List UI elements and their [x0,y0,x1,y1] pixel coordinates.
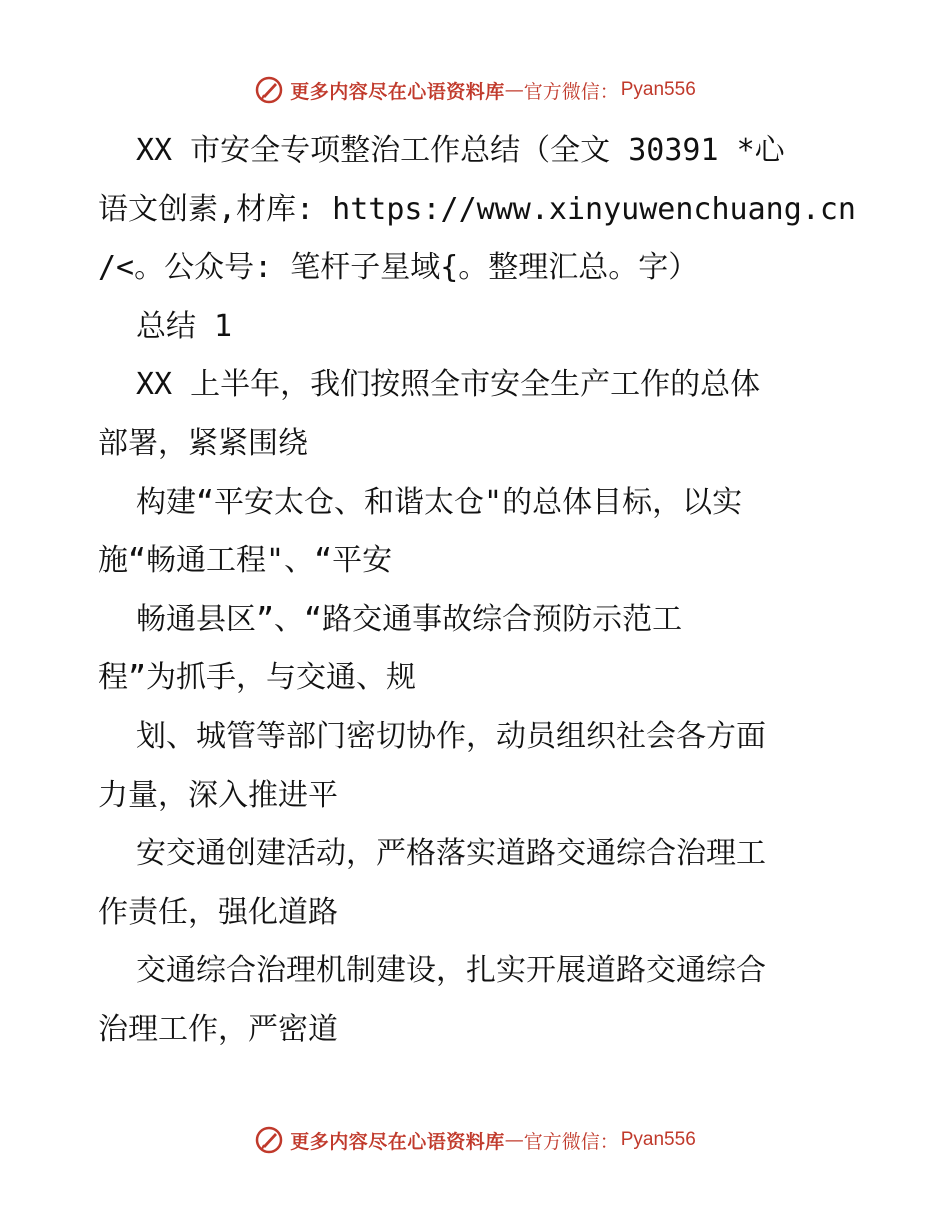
banner-wechat-label: 官方微信： [523,1130,619,1153]
banner-wechat-id: Pyan556 [620,1129,696,1150]
quill-logo-icon [254,75,284,105]
quill-logo-icon [254,1125,284,1155]
document-line: 畅通县区”、“路交通事故综合预防示范工 [136,601,683,637]
document-title: XX 市安全专项整治工作总结（全文 30391 *心 [136,133,785,168]
banner-separator: — [504,79,524,101]
banner-wechat-id: Pyan556 [620,79,696,100]
document-line: 力量，深入推进平 [98,777,338,813]
document-line: 治理工作，严密道 [98,1011,338,1047]
document-line: 划、城管等部门密切协作，动员组织社会各方面 [136,718,766,754]
document-line: 作责任，强化道路 [98,894,338,930]
document-line: /<。公众号: 笔杆子星域{。整理汇总。字） [98,250,699,286]
document-line: 程”为抓手，与交通、规 [98,660,417,696]
document-line: XX 上半年，我们按照全市安全生产工作的总体 [136,367,761,403]
document-line: 语文创素,材库: https://www.xinyuwenchuang.cn [98,191,856,227]
document-line: 交通综合治理机制建设，扎实开展道路交通综合 [136,953,766,989]
document-body [98,122,858,1060]
document-line: 部署，紧紧围绕 [98,425,308,461]
banner-text: 更多内容尽在心语资料库 [290,80,505,103]
footer-banner [0,1120,950,1160]
document-line: 构建“平安太仓、和谐太仓"的总体目标，以实 [136,484,743,520]
section-heading: 总结 1 [136,308,233,344]
banner-separator: — [504,1129,524,1151]
header-banner [0,70,950,110]
document-line: 施“畅通工程"、“平安 [98,543,393,579]
banner-text: 更多内容尽在心语资料库 [290,1130,505,1153]
banner-wechat-label: 官方微信： [523,80,619,103]
document-line: 安交通创建活动，严格落实道路交通综合治理工 [136,836,766,872]
